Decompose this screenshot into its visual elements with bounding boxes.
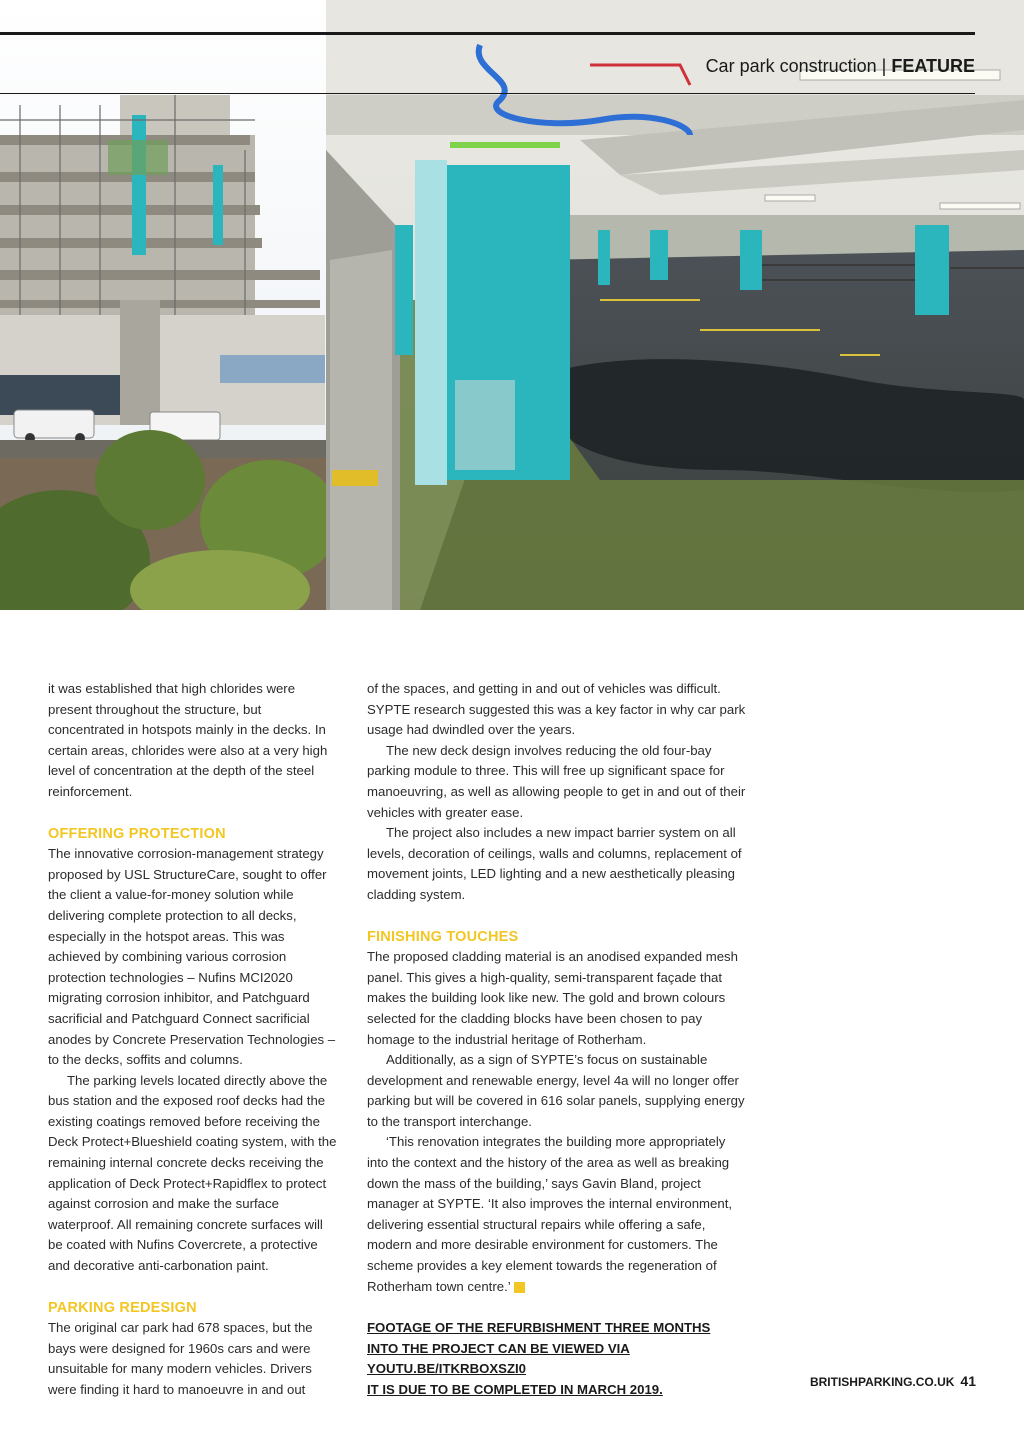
video-link[interactable]: YOUTU.BE/ITKRBOXSZI0 bbox=[367, 1361, 526, 1377]
section-separator: | bbox=[881, 56, 887, 76]
photo-exterior bbox=[0, 0, 340, 610]
section-name: Car park construction bbox=[705, 56, 877, 76]
paragraph-quote bbox=[367, 1132, 747, 1297]
paragraph-intro: it was established that high chlorides were present throughout the structure, but concentrated in hotspots mainly in the decks. In certain areas, chlorides were also at a very high level of concentration at the depth of the steel reinforcement. bbox=[48, 681, 328, 799]
subhead-parking-redesign: PARKING REDESIGN bbox=[48, 1299, 197, 1316]
article-column-right bbox=[367, 679, 747, 1401]
photo-banner bbox=[0, 0, 1024, 610]
page-number: 41 bbox=[960, 1373, 976, 1389]
paragraph: The proposed cladding material is an anodised expanded mesh panel. This gives a high-quality, semi-transparent façade that makes the building look like new. The gold and brown colours selected for the cladding blocks have been chosen to pay homage to the industrial heritage of Rotherham. bbox=[367, 949, 738, 1047]
callout-line: FOOTAGE OF THE REFURBISHMENT THREE MONTHS bbox=[367, 1320, 711, 1336]
footer-site: BRITISHPARKING.CO.UK bbox=[809, 1375, 955, 1389]
callout-line: IT IS DUE TO BE COMPLETED IN MARCH 2019. bbox=[367, 1382, 663, 1397]
article-column-left bbox=[48, 679, 340, 1401]
callout-line: INTO THE PROJECT CAN BE VIEWED VIA bbox=[367, 1340, 630, 1356]
page-footer bbox=[810, 1373, 976, 1389]
photo-interior bbox=[326, 0, 1024, 610]
end-mark-parking-icon: P bbox=[514, 1282, 525, 1293]
paragraph: The project also includes a new impact barrier system on all levels, decoration of ceilings, walls and columns, replacement of movement joints, LED lighting and a new aesthetically pleasing cladding system. bbox=[367, 825, 742, 902]
header-rule-bottom bbox=[0, 93, 975, 94]
section-feature: FEATURE bbox=[891, 56, 975, 76]
subhead-offering-protection: OFFERING PROTECTION bbox=[48, 825, 226, 842]
paragraph: The innovative corrosion-management strategy proposed by USL StructureCare, sought to offer the client a value-for-money solution while delivering complete protection to all decks, especially in the hotspot areas. This was achieved by combining various corrosion protection technologies – Nufins MCI2020 migrating corrosion inhibitor, and Patchguard sacrificial and Patchguard Connect sacrificial anodes by Concrete Preservation Technologies – to the decks, soffits and columns. bbox=[48, 846, 336, 1068]
section-label bbox=[706, 56, 975, 77]
paragraph: The original car park had 678 spaces, but the bays were designed for 1960s cars and were unsuitable for many modern vehicles. Drivers were finding it hard to manoeuvre in and out bbox=[48, 1320, 313, 1397]
video-callout bbox=[367, 1318, 747, 1400]
paragraph: The parking levels located directly above the bus station and the exposed roof decks had the existing coatings removed before receiving the Deck Protect+Blueshield coating system, with the remaining internal concrete decks receiving the application of Deck Protect+Rapidflex to protect against corrosion and make the surface waterproof. All remaining concrete surfaces will be coated with Nufins Covercrete, a protective and decorative anti-carbonation paint. bbox=[48, 1072, 337, 1274]
subhead-finishing-touches: FINISHING TOUCHES bbox=[367, 928, 519, 945]
paragraph: The new deck design involves reducing the old four-bay parking module to three. This will free up significant space for manoeuvring, as well as allowing people to get in and out of their vehicles with greater ease. bbox=[367, 742, 746, 820]
paragraph: of the spaces, and getting in and out of vehicles was difficult. SYPTE research suggested this was a key factor in why car park usage had dwindled over the years. bbox=[367, 681, 746, 738]
header-rule-top bbox=[0, 32, 975, 35]
quote-text: ‘This renovation integrates the building more appropriately into the context and the history of the area as well as breaking down the mass of the building,’ says Gavin Bland, project manager at SYPTE. ‘It also improves the internal environment, delivering essential structural repairs while offering a safe, modern and more desirable environment for customers. The scheme provides a key element towards the regeneration of Rotherham town centre.’ bbox=[367, 1134, 733, 1294]
paragraph: Additionally, as a sign of SYPTE’s focus on sustainable development and renewable energy, level 4a will no longer offer parking but will be covered in 616 solar panels, supplying energy to the transport interchange. bbox=[367, 1052, 745, 1129]
